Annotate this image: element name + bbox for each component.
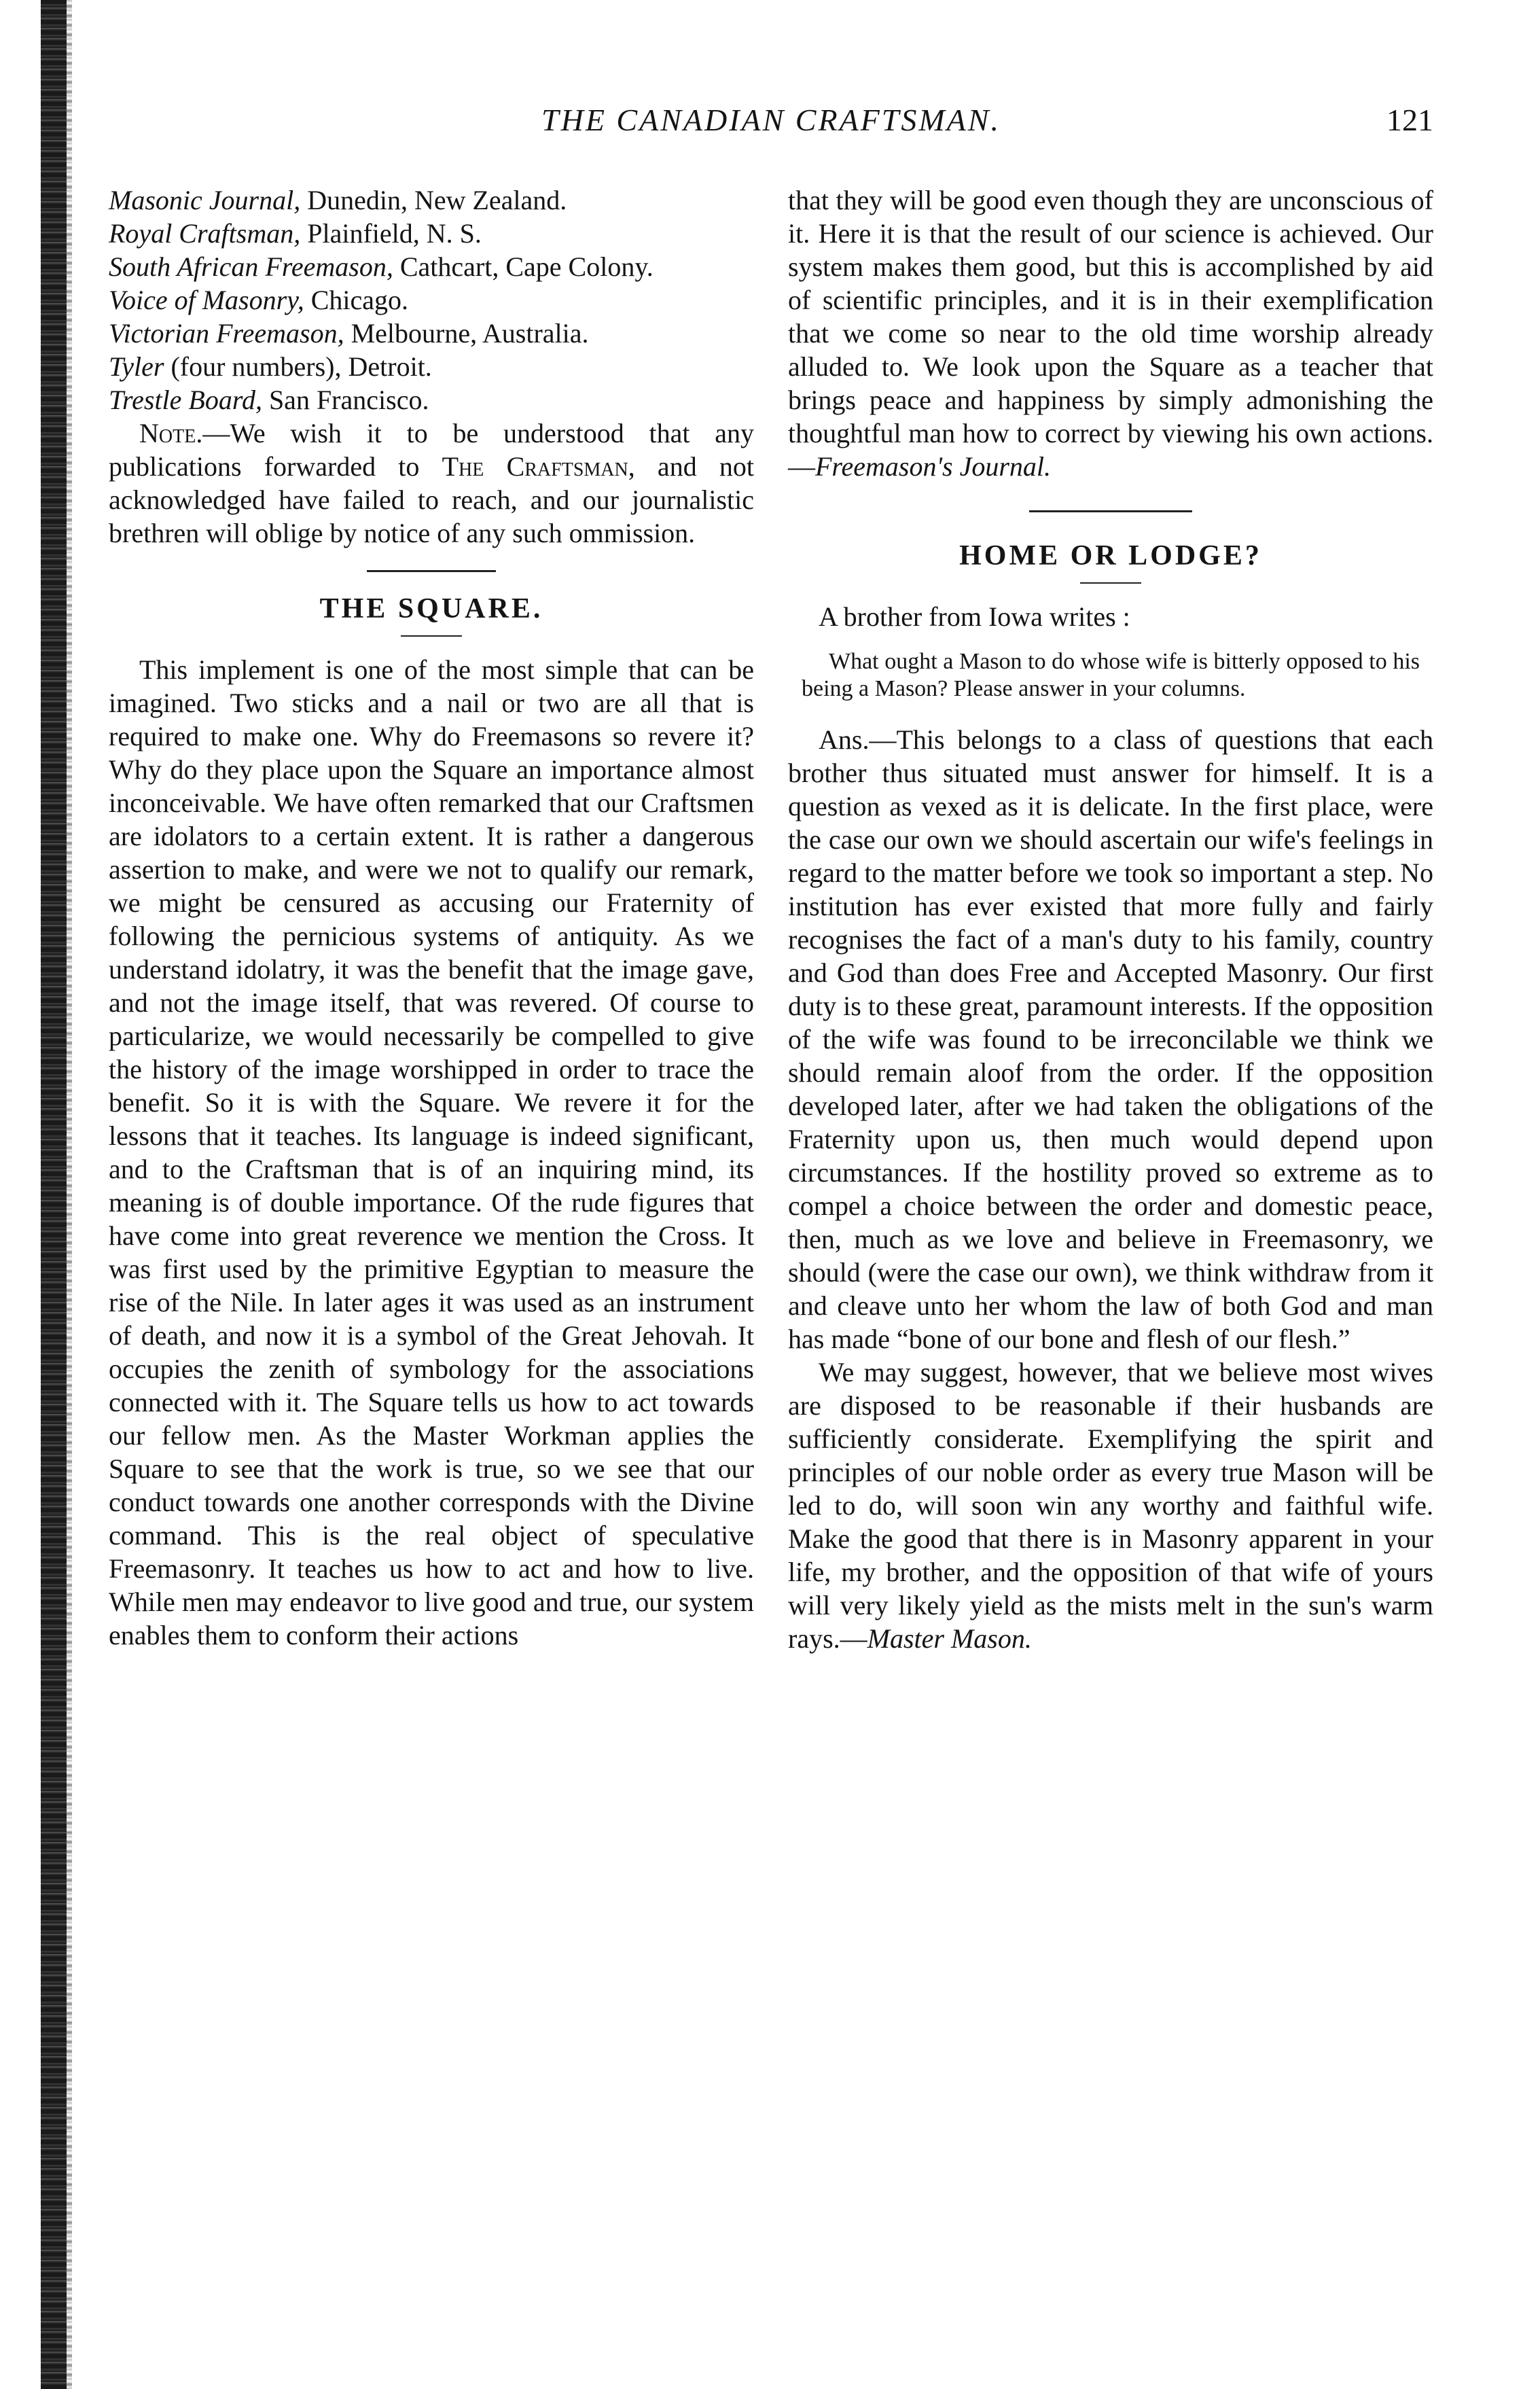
article-heading: THE SQUARE. [319, 593, 543, 624]
heading-underline [401, 635, 462, 637]
publication-name: Trestle Board, [109, 385, 262, 415]
exchange-entry [109, 283, 754, 317]
heading-underline [1080, 582, 1141, 584]
letter-intro: A brother from Iowa writes : [819, 601, 1130, 632]
journal-title: THE CANADIAN CRAFTSMAN. [541, 103, 1001, 137]
article-heading: HOME OR LODGE? [959, 540, 1262, 571]
section-divider [1029, 510, 1192, 512]
running-head [109, 102, 1433, 149]
note-text: —We wish it to be understood that any publications forwarded to [109, 418, 754, 482]
section-divider [367, 570, 496, 572]
publication-name: South African Freemason, [109, 251, 393, 282]
publication-name: Tyler [109, 351, 164, 382]
exchange-entry [109, 250, 754, 283]
page-binding-edge [41, 0, 67, 2389]
right-column [788, 183, 1433, 1655]
publication-place: Melbourne, Australia. [344, 318, 589, 349]
publication-name: Masonic Journal, [109, 185, 301, 215]
publication-place: Dunedin, New Zealand. [300, 185, 567, 215]
exchange-entry [109, 317, 754, 350]
note-journal-name: The Craftsman [442, 451, 628, 482]
exchange-entry [109, 383, 754, 417]
article-body: This implement is one of the most simple that can be imagined. Two sticks and a nail or two are all that is required to make one. Why do Freemasons so revere it? Why do they place upon the Square an importance almost inconceivable. We have often remarked that our Craftsmen are idolators to a certain extent. It is rather a dangerous assertion to make, and were we not to qualify our remark, we might be censured as accusing our Fraternity of following the pernicious systems of antiquity. As we understand idolatry, it was the benefit that the image gave, and not the image itself, that was revered. Of course to particularize, we would necessarily be compelled to give the history of the image worshipped in order to trace the benefit. So it is with the Square. We revere it for the lessons that it teaches. Its language is indeed significant, and to the Craftsman that is of an inquiring mind, its meaning is of double importance. Of the rude figures that have come into great reverence we mention the Cross. It was first used by the primitive Egyptian to measure the rise of the Nile. In later ages it was used as an instrument of death, and now it is a symbol of the Great Jehovah. It occupies the zenith of symbology for the associations connected with it. The Square tells us how to act towards our fellow men. As the Master Workman applies the Square to see that the work is true, so we see that our conduct towards one another corresponds with the Divine command. This is the real object of speculative Freemasonry. It teaches us how to act and how to live. While men may endeavor to live good and true, our system enables them to conform their actions [109, 654, 754, 1650]
editorial-note [109, 417, 754, 550]
exchange-entry [109, 217, 754, 250]
publication-place: Plainfield, N. S. [300, 218, 482, 249]
publication-name: Victorian Freemason, [109, 318, 344, 349]
article-continuation [788, 183, 1433, 483]
reader-question: What ought a Mason to do whose wife is bitterly opposed to his being a Mason? Please answer in your columns. [802, 649, 1420, 701]
page-number: 121 [1386, 103, 1433, 137]
publication-place: Chicago. [304, 285, 409, 315]
note-text: , and not acknowledged have failed to reach, and our journalistic brethren will oblige by notice of any such ommission. [109, 451, 755, 548]
page-binding-shadow [67, 0, 72, 2389]
publication-name: Royal Craftsman, [109, 218, 301, 249]
continuation-source: Freemason's Journal. [815, 451, 1052, 482]
answer-paragraph: Ans.—This belongs to a class of questions that each brother thus situated must answer for himself. It is a question as vexed as it is delicate. In the first place, were the case our own we should ascertain our wife's feelings in regard to the matter before we took so important a step. No institution has ever existed that more fully and fairly recognises the fact of a man's duty to his family, country and God than does Free and Accepted Masonry. Our first duty is to these great, paramount interests. If the opposition of the wife was found to be irreconcilable we think we should remain aloof from the order. If the opposition developed later, after we had taken the obligations of the Fraternity upon us, then much would depend upon circumstances. If the hostility proved so extreme as to compel a choice between the order and domestic peace, then, much as we love and believe in Freemasonry, we should (were the case our own), we think withdraw from it and cleave unto her whom the law of both God and man has made “bone of our bone and flesh of our flesh.” [788, 724, 1433, 1354]
publication-name: Voice of Masonry, [109, 285, 304, 315]
left-column [109, 183, 754, 1652]
note-label: Note. [139, 418, 203, 448]
exchange-entry [109, 183, 754, 217]
exchange-entry [109, 350, 754, 383]
publication-place: (four numbers), Detroit. [164, 351, 432, 382]
exchange-list [109, 183, 754, 417]
answer-paragraph [788, 1356, 1433, 1655]
answer-text: We may suggest, however, that we believe most wives are disposed to be reasonable if their husbands are sufficiently considerate. Exemplifying the spirit and principles of our noble order as every true Mason will be led to do, will soon win any worthy and faithful wife. Make the good that there is in Masonry apparent in your life, my brother, and the opposition of that wife of yours will very likely yield as the mists melt in the sun's warm rays.— [788, 1357, 1433, 1654]
publication-place: San Francisco. [262, 385, 429, 415]
answer-source: Master Mason. [867, 1623, 1032, 1654]
publication-place: Cathcart, Cape Colony. [393, 251, 653, 282]
continuation-text: that they will be good even though they are unconscious of it. Here it is that the result of our science is achieved. Our system makes them good, but this is accomplished by aid of scientific principles, and it is in their exemplification that we come so near to the old time worship already alluded to. We look upon the Square as a teacher that brings peace and happiness by simply admonishing the thoughtful man how to correct by viewing his own actions.— [788, 185, 1433, 482]
